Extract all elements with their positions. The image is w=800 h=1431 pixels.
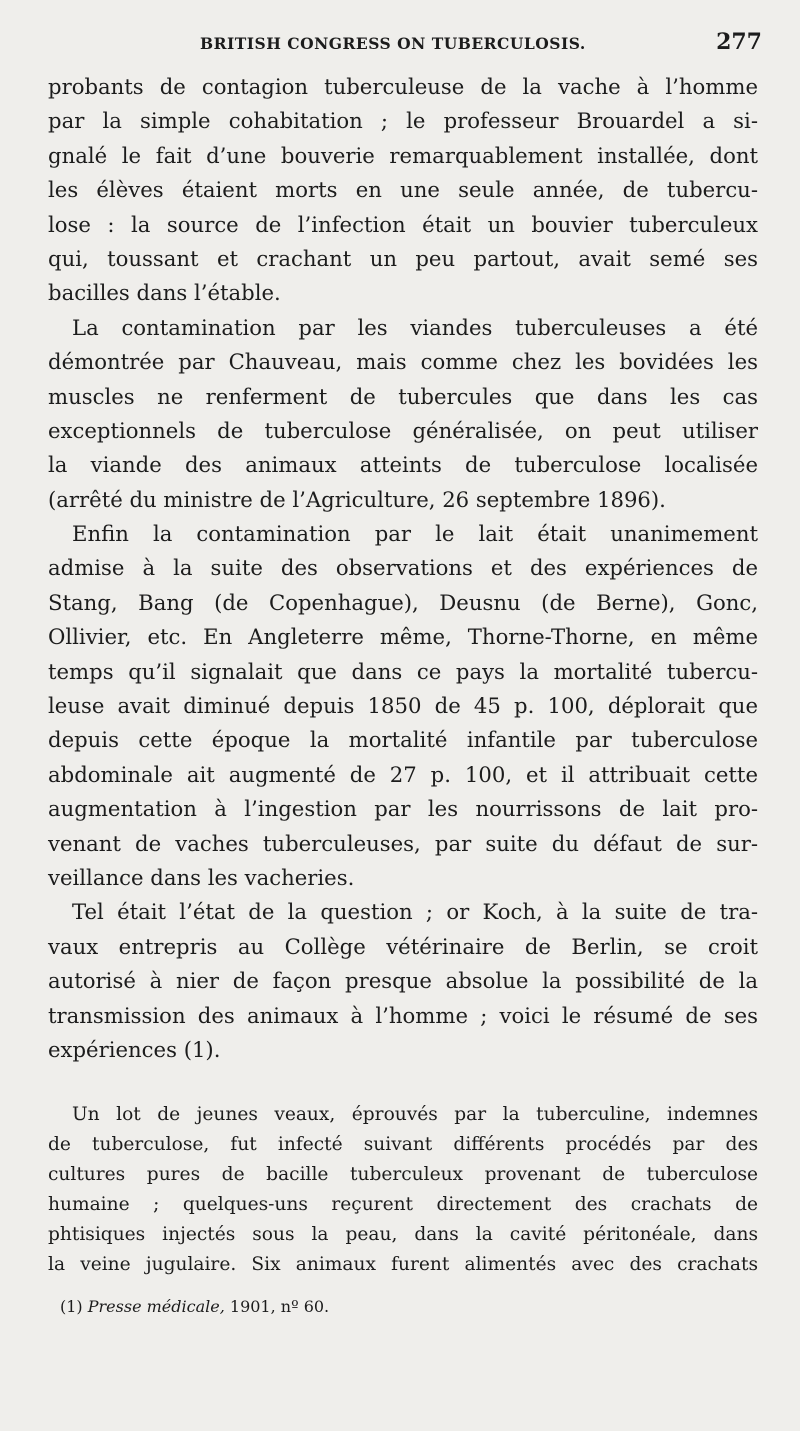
text-line: augmentation à l’ingestion par les nourrissons de lait pro- bbox=[48, 796, 758, 822]
body-text bbox=[48, 70, 758, 1067]
text-line: probants de contagion tuberculeuse de la vache à l’homme bbox=[48, 74, 758, 99]
text-line: (arrêté du ministre de l’Agriculture, 26 septembre 1896). bbox=[48, 486, 666, 512]
running-head bbox=[48, 29, 762, 60]
paragraph bbox=[48, 895, 758, 1067]
text-line: exceptionnels de tuberculose généralisée, on peut utiliser bbox=[48, 417, 758, 443]
text-line: vaux entrepris au Collège vétérinaire de Berlin, se croit bbox=[48, 933, 758, 959]
text-line: autorisé à nier de façon presque absolue la possibilité de la bbox=[48, 968, 758, 994]
page-number: 277 bbox=[716, 29, 762, 55]
text-line: par la simple cohabitation ; le professeur Brouardel a si- bbox=[48, 108, 758, 134]
footnote-source: Presse médicale, bbox=[87, 1297, 225, 1316]
text-line: expériences (1). bbox=[48, 1036, 221, 1062]
quote-line: de tuberculose, fut infecté suivant différents procédés par des bbox=[48, 1134, 758, 1155]
running-head-title: BRITISH CONGRESS ON TUBERCULOSIS. bbox=[200, 34, 586, 53]
text-line: la viande des animaux atteints de tuberculose localisée bbox=[48, 452, 758, 478]
text-line: depuis cette époque la mortalité infantile par tuberculose bbox=[48, 727, 758, 753]
text-line: admise à la suite des observations et des expériences de bbox=[48, 555, 758, 581]
quote-line: cultures pures de bacille tuberculeux provenant de tuberculose bbox=[48, 1164, 758, 1185]
text-line: Enfin la contamination par le lait était unanimement bbox=[72, 521, 758, 547]
paragraph bbox=[48, 70, 758, 311]
text-line: lose : la source de l’infection était un bouvier tuberculeux bbox=[48, 211, 758, 237]
quote-line: la veine jugulaire. Six animaux furent alimentés avec des crachats bbox=[48, 1254, 758, 1275]
text-line: les élèves étaient morts en une seule année, de tubercu- bbox=[48, 177, 758, 203]
paragraph bbox=[48, 517, 758, 895]
paragraph bbox=[48, 311, 758, 517]
text-line: abdominale ait augmenté de 27 p. 100, et il attribuait cette bbox=[48, 761, 758, 787]
quote-line: Un lot de jeunes veaux, éprouvés par la tuberculine, indemnes bbox=[72, 1104, 758, 1125]
text-line: temps qu’il signalait que dans ce pays la mortalité tubercu- bbox=[48, 658, 758, 684]
text-line: démontrée par Chauveau, mais comme chez les bovidées les bbox=[48, 349, 758, 375]
text-line: Ollivier, etc. En Angleterre même, Thorne-Thorne, en même bbox=[48, 624, 758, 650]
text-line: veillance dans les vacheries. bbox=[48, 864, 355, 890]
text-line: bacilles dans l’étable. bbox=[48, 280, 281, 306]
quote-line: humaine ; quelques-uns reçurent directement des crachats de bbox=[48, 1194, 758, 1215]
text-line: muscles ne renferment de tubercules que dans les cas bbox=[48, 383, 758, 409]
text-line: gnalé le fait d’une bouverie remarquablement installée, dont bbox=[48, 142, 758, 168]
text-line: venant de vaches tuberculeuses, par suite du défaut de sur- bbox=[48, 830, 758, 856]
footnote-marker: (1) bbox=[60, 1297, 83, 1316]
footnote-details: 1901, nº 60. bbox=[229, 1297, 330, 1316]
footnote bbox=[60, 1296, 329, 1318]
text-line: La contamination par les viandes tuberculeuses a été bbox=[72, 314, 758, 340]
quote-line: phtisiques injectés sous la peau, dans la cavité péritonéale, dans bbox=[48, 1224, 758, 1245]
text-line: Stang, Bang (de Copenhague), Deusnu (de Berne), Gonc, bbox=[48, 589, 758, 615]
text-line: Tel était l’état de la question ; or Koch, à la suite de tra- bbox=[72, 899, 758, 925]
quoted-passage bbox=[48, 1100, 758, 1280]
text-line: leuse avait diminué depuis 1850 de 45 p. 100, déplorait que bbox=[48, 693, 758, 719]
text-line: transmission des animaux à l’homme ; voici le résumé de ses bbox=[48, 1002, 758, 1028]
text-line: qui, toussant et crachant un peu partout, avait semé ses bbox=[48, 245, 758, 271]
